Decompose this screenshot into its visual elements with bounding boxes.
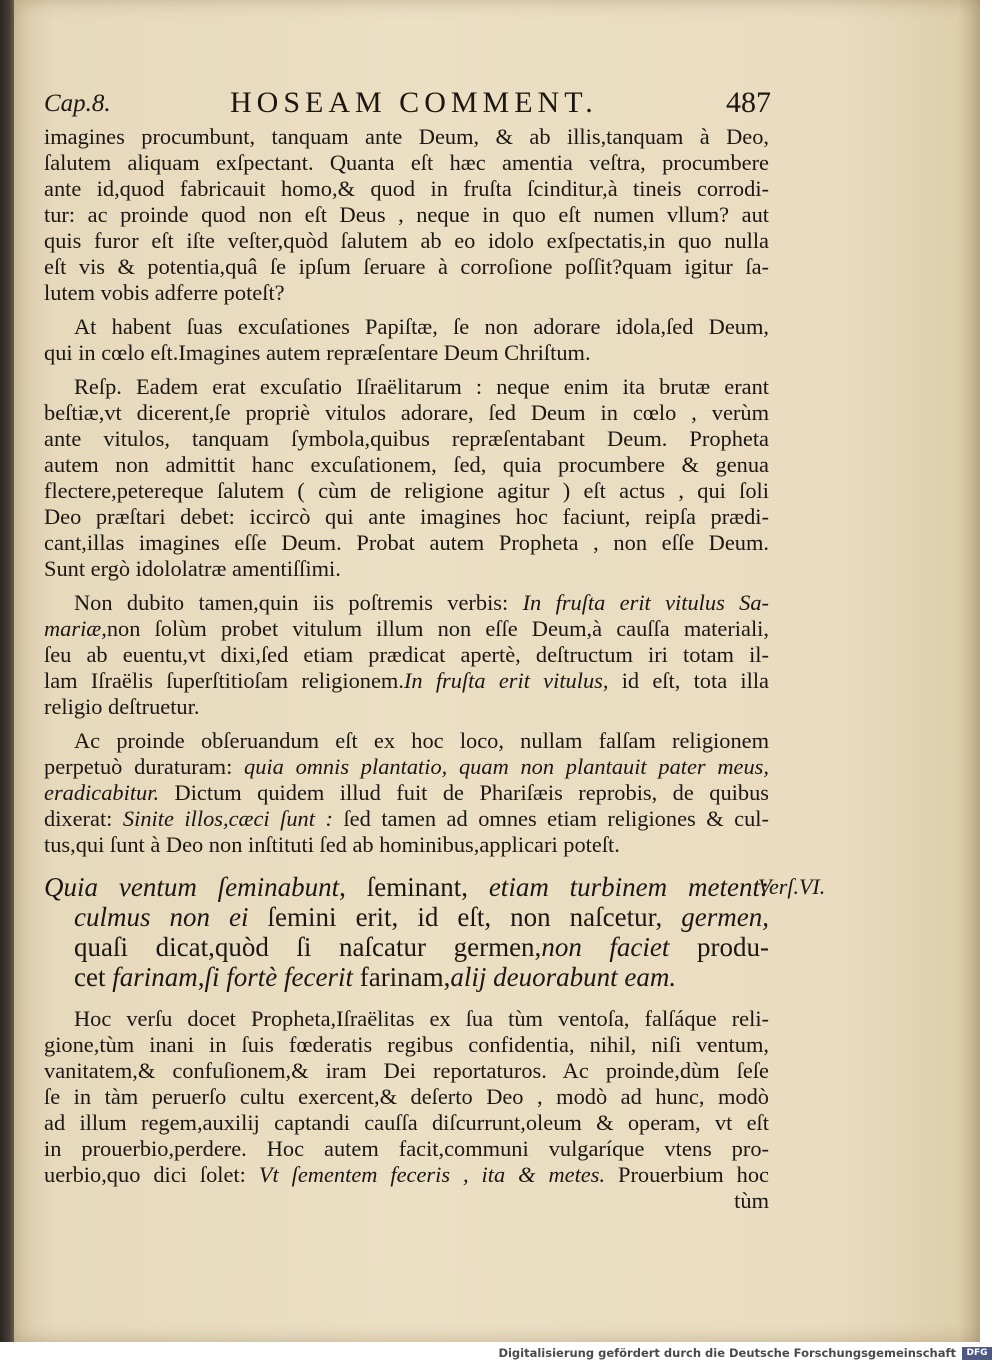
verse-lemma bbox=[44, 872, 769, 992]
paragraph-1 bbox=[44, 124, 769, 306]
text-line bbox=[44, 754, 769, 780]
line-segment: , ſeminant, bbox=[339, 872, 489, 902]
book-page bbox=[14, 0, 980, 1342]
italic-quote: eradicabitur. bbox=[44, 780, 160, 805]
paragraph-5 bbox=[44, 728, 769, 858]
line-segment: cet bbox=[74, 962, 113, 992]
text-line bbox=[44, 806, 769, 832]
text-line bbox=[44, 668, 769, 694]
text-line bbox=[44, 780, 769, 806]
text-line: cant,illas imagines eſſe Deum. Probat autem Propheta , non eſſe Deum. bbox=[44, 530, 769, 555]
text-line: autem non admittit hanc excuſationem, ſed, quia procumbere & genua bbox=[44, 452, 769, 477]
text-line: eſt vis & potentia,quâ ſe ipſum ſeruare à corroſione poſſit?quam igitur ſa- bbox=[44, 254, 769, 279]
text-line: Ac proinde obſeruandum eſt ex hoc loco, nullam falſam religionem bbox=[74, 728, 769, 753]
line-segment: Prouerbium hoc bbox=[605, 1162, 769, 1187]
text-line: quis furor eſt iſte veſter,quòd ſalutem ab eo idolo exſpectatis,in quo nulla bbox=[44, 228, 769, 253]
italic-quote: alij deuorabunt eam. bbox=[450, 962, 677, 992]
italic-quote: Quia ventum ſeminabunt bbox=[44, 872, 340, 902]
text-line: Hoc verſu docet Propheta,Iſraëlitas ex ſua tùm ventoſa, falſáque reli- bbox=[74, 1006, 769, 1031]
text-line: tus,qui ſunt à Deo non inſtituti ſed ab hominibus,applicari poteſt. bbox=[44, 832, 620, 857]
italic-quote: germen, bbox=[681, 902, 769, 932]
italic-quote: Vt ſementem feceris , ita & metes. bbox=[258, 1162, 606, 1187]
text-line bbox=[44, 616, 769, 642]
line-segment: Dictum quidem illud fuit de Phariſæis reprobis, de quibus bbox=[159, 780, 769, 805]
line-segment: quaſi dicat,quòd ſi naſcatur germen, bbox=[74, 932, 542, 962]
italic-quote: Sinite illos,cæci ſunt : bbox=[122, 806, 333, 831]
text-line bbox=[44, 1162, 769, 1188]
verse-line bbox=[44, 902, 769, 932]
text-line: vanitatem,& confuſionem,& iram Dei reportaturos. Ac proinde,dùm ſeſe bbox=[44, 1058, 769, 1083]
verse-line bbox=[44, 872, 769, 902]
paragraph-3 bbox=[44, 374, 769, 582]
paragraph-6 bbox=[44, 1006, 769, 1214]
text-line: religio deſtruetur. bbox=[44, 694, 200, 719]
text-line: flectere,petereque ſalutem ( cùm de religione agitur ) eſt actus , qui ſoli bbox=[44, 478, 769, 503]
italic-quote: In fruſta erit vitulus Sa- bbox=[522, 590, 769, 615]
line-segment: non ſolùm probet vitulum illum non eſſe Deum,à cauſſa materiali, bbox=[106, 616, 769, 641]
line-segment: dixerat: bbox=[44, 806, 123, 831]
text-line: beſtiæ,vt dicerent,ſe propriè vitulos adorare, ſed Deum in cœlo , verùm bbox=[44, 400, 769, 425]
verse-line bbox=[44, 932, 769, 962]
line-segment: id eſt, tota illa bbox=[608, 668, 769, 693]
text-line: Reſp. Eadem erat excuſatio Iſraëlitarum : neque enim ita brutæ erant bbox=[74, 374, 769, 399]
text-line: gione,tùm inani in ſuis fœderatis regibus confidentia, nihil, niſi ventum, bbox=[44, 1032, 769, 1057]
text-line: ante vitulos, tanquam ſymbola,quibus repræſentabant Deum. Propheta bbox=[44, 426, 769, 451]
paragraph-4 bbox=[44, 590, 769, 720]
line-segment: uerbio,quo dici ſolet: bbox=[44, 1162, 259, 1187]
italic-quote: farinam,ſi fortè fecerit bbox=[112, 962, 353, 992]
text-line: ſalutem aliquam exſpectant. Quanta eſt hæc amentia veſtra, procumbere bbox=[44, 150, 769, 175]
italic-quote: mariæ, bbox=[44, 616, 107, 641]
text-line: ſeu ab euentu,vt dixi,ſed etiam prædicat apertè, deſtructum iri totam il- bbox=[44, 642, 769, 667]
catchword: tùm bbox=[734, 1188, 769, 1213]
text-line: Sunt ergò idololatræ amentiſſimi. bbox=[44, 556, 341, 581]
running-header bbox=[44, 84, 774, 124]
italic-quote: quia omnis plantatio, quam non plantauit pater meus, bbox=[244, 754, 769, 779]
text-line: ante id,quod fabricauit homo,& quod in fruſta ſcinditur,à tineis corrodi- bbox=[44, 176, 769, 201]
line-segment: Non dubito tamen,quin iis poſtremis verbis: bbox=[74, 590, 509, 615]
italic-quote: culmus non ei bbox=[74, 902, 249, 932]
chapter-label: Cap.8. bbox=[44, 90, 111, 117]
line-segment: ſemini erit, id eſt, non naſcetur, bbox=[248, 902, 682, 932]
line-segment: perpetuò duraturam: bbox=[44, 754, 245, 779]
text-line: Deo præſtari debet: iccircò qui ante imagines hoc faciunt, reipſa prædi- bbox=[44, 504, 769, 529]
funding-credit: Digitalisierung gefördert durch die Deutsche Forschungsgemeinschaft bbox=[498, 1346, 956, 1360]
dfg-logo-icon: DFG bbox=[962, 1347, 992, 1360]
text-line bbox=[44, 590, 769, 616]
text-line: At habent ſuas excuſationes Papiſtæ, ſe non adorare idola,ſed Deum, bbox=[74, 314, 769, 339]
text-line: tur: ac proinde quod non eſt Deus , neque in quo eſt numen vllum? aut bbox=[44, 202, 769, 227]
verse-line bbox=[44, 962, 769, 992]
footer-bar bbox=[0, 1342, 1000, 1364]
text-line: ſe in tàm peruerſo cultu exercent,& deſerto Deo , modò ad hunc, modò bbox=[44, 1084, 769, 1109]
margin-verse-note: Verſ.VI. bbox=[758, 874, 826, 899]
line-segment: ſed tamen ad omnes etiam religiones & cul- bbox=[332, 806, 769, 831]
line-segment: produ- bbox=[669, 932, 769, 962]
text-line: in prouerbio,perdere. Hoc autem facit,communi vulgaríque vtens pro- bbox=[44, 1136, 769, 1161]
line-segment: lam Iſraëlis ſuperſtitioſam religionem. bbox=[44, 668, 404, 693]
text-line: ad illum regem,auxilij captandi cauſſa diſcurrunt,oleum & operam, vt eſt bbox=[44, 1110, 769, 1135]
running-title: HOSEAM COMMENT. bbox=[230, 86, 598, 119]
text-line: lutem vobis adferre poteſt? bbox=[44, 280, 285, 305]
page-body bbox=[44, 124, 769, 1214]
italic-quote: non faciet bbox=[541, 932, 670, 962]
page-edge-shade bbox=[958, 0, 980, 1342]
italic-quote: In fruſta erit vitulus, bbox=[403, 668, 609, 693]
text-line: imagines procumbunt, tanquam ante Deum, & ab illis,tanquam à Deo, bbox=[44, 124, 769, 149]
italic-quote: etiam turbinem metent: bbox=[488, 872, 769, 902]
line-segment: farinam, bbox=[352, 962, 451, 992]
text-line: qui in cœlo eſt.Imagines autem repræſentare Deum Chriſtum. bbox=[44, 340, 591, 365]
paragraph-2 bbox=[44, 314, 769, 366]
page-number: 487 bbox=[726, 86, 771, 119]
